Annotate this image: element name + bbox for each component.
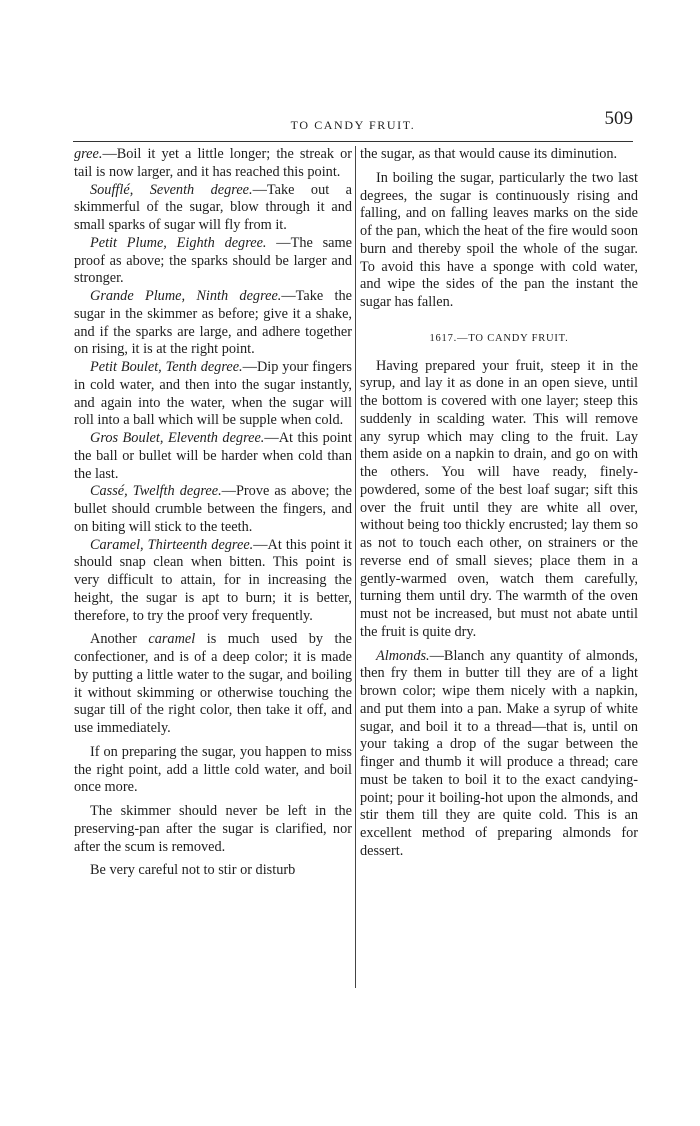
paragraph-diminution: the sugar, as that would cause its diminution. (360, 146, 618, 162)
paragraph-lead: Grande Plume, Ninth degree. (90, 288, 282, 304)
paragraph-candy-fruit: Having prepared your fruit, steep it in the syrup, and lay it as done in an open sieve, until the bottom is covered with one layer; steep this suddenly in scalding water. This will remove any syrup which may cling to the fruit. Lay them aside on a napkin to drain, and go on with the others. You will have ready, finely-powdered, some of the best loaf sugar; sift this over the fruit until they are white all over, without being too thickly encrusted; lay them so as not to touch each other, on strainers or the reverse end of small sieves; place them in a gently-warmed oven, watch them carefully, turning them until dry. The warmth of the oven must not be increased, but must not abate until the fruit is quite dry. (360, 357, 638, 640)
left-column (74, 146, 352, 886)
paragraph-caramel (74, 537, 352, 626)
paragraph-lead: Cassé, Twelfth degree. (90, 483, 222, 500)
header-rule (73, 141, 633, 142)
paragraph-text: —Blanch any quantity of almonds, then fry them in butter till they are of a light brown color; wipe them nicely with a napkin, and put them into a pan. Make a syrup of white sugar, and boil it to a thread—that is, until on your taking a drop of the sugar between the finger and thumb it will produce a thread; care must be taken to boil it to the exact candying-point; pour it boiling-hot upon the almonds, and stir them till they are quite cold. This is an excellent method of preparing almonds for dessert. (360, 647, 638, 859)
paragraph-text: —Dip your fingers in cold water, and then into the sugar instantly, and again into the water, when the sugar will roll into a ball which will be supple when cold. (74, 359, 352, 429)
running-title: TO CANDY FRUIT. (290, 118, 416, 132)
paragraph-text: —Take the sugar in the skimmer as before; give it a shake, and if the sparks are large, and adhere together on rising, it is at the right point. (74, 288, 353, 358)
paragraph-careful: Be very careful not to stir or disturb (90, 862, 296, 879)
paragraph-text: is much used by the confectioner, and is of a deep color; it is made by putting a little water to the sugar, and boiling it without skimming or otherwise touching the sugar till of the right color, then take it off, and use immediately. (74, 631, 352, 736)
paragraph-lead: Soufflé, Seventh degree. (90, 181, 253, 198)
paragraph-petit-plume (74, 235, 352, 288)
paragraph-lead: Petit Plume, Eighth degree. (90, 234, 267, 251)
paragraph-lead: Gros Boulet, Eleventh degree. (90, 430, 265, 446)
paragraph-grande-plume (74, 288, 352, 359)
paragraph-text: —Take out a skimmerful of the sugar, blow through it and small sparks of sugar will fly from it. (74, 181, 352, 233)
paragraph-boiling-sugar: In boiling the sugar, particularly the two last degrees, the sugar is continuously rising and falling, and on falling leaves marks on the side of the pan, which the heat of the fire would soon burn and thereby spoil the whole of the sugar. To avoid this have a sponge with cold water, and wipe the sides of the pan the instant the sugar has fallen. (360, 169, 638, 310)
paragraph-italic-word: caramel (148, 631, 196, 648)
paragraph-skimmer: The skimmer should never be left in the preserving-pan after the sugar is clarified, nor after the scum is removed. (74, 803, 352, 855)
paragraph-lead: Petit Boulet, Tenth degree. (90, 359, 243, 375)
right-column (360, 146, 638, 867)
page-number: 509 (604, 108, 633, 129)
paragraph-souffle (74, 182, 352, 235)
paragraph-text: —Prove as above; the bullet should crumble between the fingers, and on biting will stick to the teeth. (74, 483, 352, 535)
paragraph-text: —At this point it should snap clean when bitten. This point is very difficult to attain, for in increasing the height, the sugar is apt to burn; it is better, therefore, to try the proof very frequently. (74, 536, 352, 624)
paragraph-text: —At this point the ball or bullet will be harder when cold than the last. (74, 430, 353, 482)
section-heading: 1617.—TO CANDY FRUIT. (429, 332, 569, 344)
paragraph-sugar-degree-continued (74, 146, 352, 182)
paragraph-another-caramel (74, 631, 352, 738)
paragraph-text: Another (90, 631, 149, 648)
paragraph-casse (74, 483, 352, 536)
paragraph-text: —Boil it yet a little longer; the streak or tail is now larger, and it has reached this point. (74, 146, 352, 180)
paragraph-missed-point: If on preparing the sugar, you happen to miss the right point, add a little cold water, and boil once more. (74, 743, 352, 796)
column-divider (355, 146, 356, 988)
running-head (73, 108, 633, 138)
paragraph-lead: Caramel, Thirteenth degree. (90, 536, 254, 553)
paragraph-gros-boulet (74, 430, 352, 483)
paragraph-almonds (360, 648, 638, 861)
paragraph-lead: Almonds. (376, 647, 430, 664)
paragraph-lead: gree. (74, 146, 103, 162)
paragraph-text: —The same proof as above; the sparks should be larger and stronger. (74, 234, 352, 287)
paragraph-petit-boulet (74, 359, 352, 430)
